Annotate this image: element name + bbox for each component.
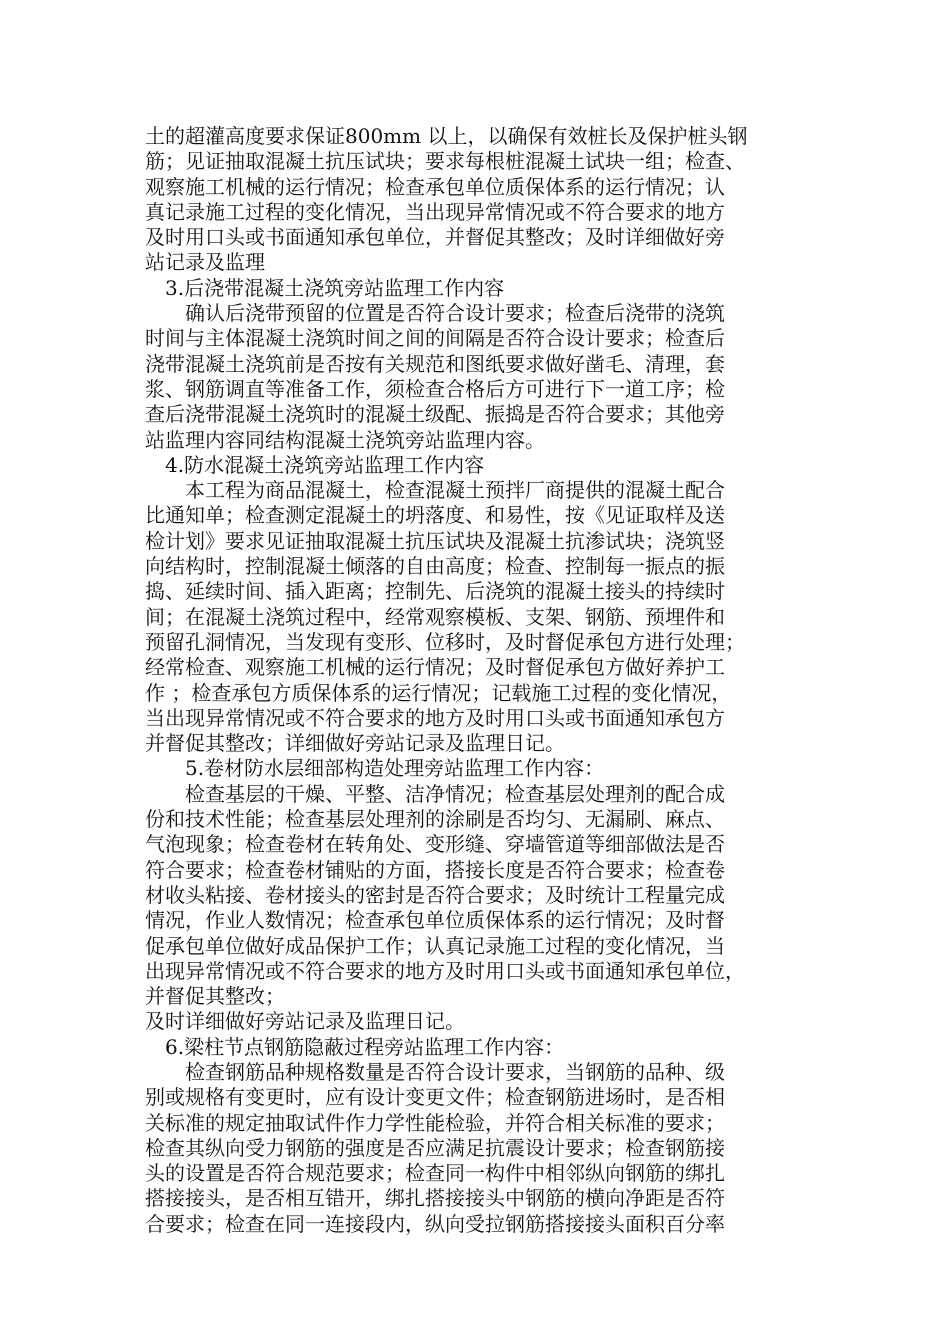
text-line: 6.梁柱节点钢筋隐蔽过程旁站监理工作内容： [165, 1034, 565, 1059]
text-line: 出现异常情况或不符合要求的地方及时用口头或书面通知承包单位， [145, 958, 745, 983]
text-line: 合要求；检查在同一连接段内，纵向受拉钢筋搭接接头面积百分率 [145, 1211, 725, 1236]
text-line: 浆、钢筋调直等准备工作，须检查合格后方可进行下一道工序；检 [145, 376, 725, 401]
section-heading [145, 453, 805, 478]
text-line: 并督促其整改；详细做好旁站记录及监理日记。 [145, 731, 565, 756]
section-heading [145, 1035, 805, 1060]
text-line: 站记录及监理 [145, 250, 265, 275]
text-line: 关标准的规定抽取试件作力学性能检验，并符合相关标准的要求； [145, 1110, 725, 1135]
text-line: 情况，作业人数情况；检查承包单位质保体系的运行情况；及时督 [145, 908, 725, 933]
section-heading [145, 276, 805, 301]
text-line: 向结构时，控制混凝土倾落的自由高度；检查、控制每一振点的振 [145, 554, 725, 579]
text-line: 检查基层的干燥、平整、洁净情况；检查基层处理剂的配合成 [185, 781, 725, 806]
text-line: 头的设置是否符合规范要求；检查同一构件中相邻纵向钢筋的绑扎 [145, 1161, 725, 1186]
text-line: 及时用口头或书面通知承包单位，并督促其整改；及时详细做好旁 [145, 225, 725, 250]
text-line: 及时详细做好旁站记录及监理日记。 [145, 1009, 465, 1034]
text-line: 材收头粘接、卷材接头的密封是否符合要求；及时统计工程量完成 [145, 882, 725, 907]
text-line: 符合要求；检查卷材铺贴的方面，搭接长度是否符合要求；检查卷 [145, 857, 725, 882]
text-line: 检查钢筋品种规格数量是否符合设计要求，当钢筋的品种、级 [185, 1059, 725, 1084]
text-line: 气泡现象；检查卷材在转角处、变形缝、穿墙管道等细部做法是否 [145, 832, 725, 857]
text-line: 间；在混凝土浇筑过程中，经常观察模板、支架、钢筋、预埋件和 [145, 604, 725, 629]
text-line: 确认后浇带预留的位置是否符合设计要求；检查后浇带的浇筑 [185, 301, 725, 326]
body-paragraph [145, 782, 805, 1035]
text-line: 检计划》要求见证抽取混凝土抗压试块及混凝土抗渗试块；浇筑竖 [145, 528, 725, 553]
text-line: 查后浇带混凝土浇筑时的混凝土级配、振捣是否符合要求；其他旁 [145, 402, 725, 427]
text-line: 检查其纵向受力钢筋的强度是否应满足抗震设计要求；检查钢筋接 [145, 1135, 725, 1160]
text-line: 筋；见证抽取混凝土抗压试块；要求每根桩混凝土试块一组；检查、 [145, 149, 745, 174]
text-line: 促承包单位做好成品保护工作；认真记录施工过程的变化情况，当 [145, 933, 725, 958]
body-paragraph [145, 1060, 805, 1237]
text-line: 并督促其整改； [145, 984, 285, 1009]
body-paragraph [145, 301, 805, 453]
text-line: 5.卷材防水层细部构造处理旁站监理工作内容： [185, 756, 605, 781]
text-line: 比通知单；检查测定混凝土的坍落度、和易性，按《见证取样及送 [145, 503, 725, 528]
text-line: 经常检查、观察施工机械的运行情况；及时督促承包方做好养护工 [145, 655, 725, 680]
text-line: 份和技术性能；检查基层处理剂的涂刷是否均匀、无漏刷、麻点、 [145, 807, 725, 832]
text-line: 作 ；检查承包方质保体系的运行情况；记载施工过程的变化情况， [145, 680, 732, 705]
text-line: 捣、延续时间、插入距离；控制先、后浇筑的混凝土接头的持续时 [145, 579, 725, 604]
text-line: 土的超灌高度要求保证800mm 以上，以确保有效桩长及保护桩头钢 [145, 124, 748, 148]
section-heading [145, 756, 805, 781]
text-line: 3.后浇带混凝土浇筑旁站监理工作内容 [165, 275, 505, 300]
text-line: 时间与主体混凝土浇筑时间之间的间隔是否符合设计要求；检查后 [145, 326, 725, 351]
body-paragraph [145, 478, 805, 756]
text-line: 观察施工机械的运行情况；检查承包单位质保体系的运行情况；认 [145, 174, 725, 199]
text-line: 真记录施工过程的变化情况，当出现异常情况或不符合要求的地方 [145, 199, 725, 224]
text-line: 当出现异常情况或不符合要求的地方及时用口头或书面通知承包方 [145, 705, 725, 730]
text-line: 搭接接头，是否相互错开，绑扎搭接接头中钢筋的横向净距是否符 [145, 1186, 725, 1211]
text-line: 预留孔洞情况，当发现有变形、位移时，及时督促承包方进行处理； [145, 629, 745, 654]
text-line: 浇带混凝土浇筑前是否按有关规范和图纸要求做好凿毛、清理，套 [145, 351, 725, 376]
text-line: 站监理内容同结构混凝土浇筑旁站监理内容。 [145, 427, 545, 452]
document-body [145, 124, 805, 1237]
body-paragraph [145, 124, 805, 276]
text-line: 4.防水混凝土浇筑旁站监理工作内容 [165, 452, 485, 477]
text-line: 别或规格有变更时，应有设计变更文件；检查钢筋进场时，是否相 [145, 1085, 725, 1110]
text-line: 本工程为商品混凝土，检查混凝土预拌厂商提供的混凝土配合 [185, 478, 725, 503]
